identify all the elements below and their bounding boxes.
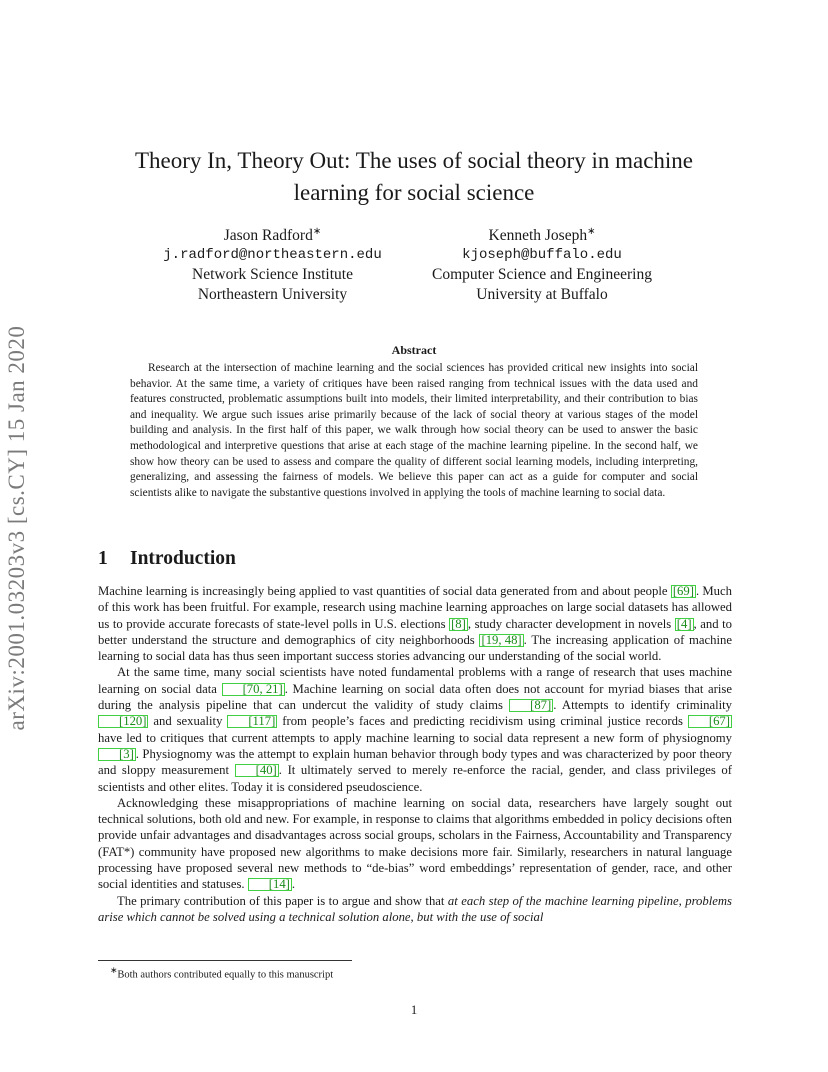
body-text [98,583,732,925]
section-heading [98,548,236,570]
author-block-1 [150,222,395,304]
page-number: 1 [410,1003,418,1017]
citation-link[interactable]: [40] [235,764,279,777]
citation-link[interactable]: [69] [672,584,694,598]
citation-link[interactable]: [4] [676,616,692,631]
citation-link[interactable]: [87] [509,699,553,712]
author-affiliation: Network Science Institute [192,266,353,284]
author-name: Kenneth Joseph∗ [488,226,596,245]
author-email[interactable]: kjoseph@buffalo.edu [462,246,622,263]
footnote: ∗Both authors contributed equally to this manuscript [110,965,334,981]
author-email[interactable]: j.radford@northeastern.edu [163,246,382,263]
citation-link[interactable]: [67] [688,715,732,728]
emphasis-text: at each step of the machine learning pipeline, problems arise which cannot be solved using a technical solution alone, but with the use of social [98,893,732,924]
citation-link[interactable]: [8] [451,616,466,631]
body-paragraph: Machine learning is increasingly being applied to vast quantities of social data generated from and about people [69] . Much of this work has been fruitful. For example, research using machine learning approaches on large social datasets has allowed us to provide accurate forecasts of state-level polls in U.S. elections [8] , study character development in novels [4] , and to better understand the structure and demographics of city neighborhoods [19, 48] . The increasing application of machine learning to social data has thus seen important success stories advancing our understanding of the social world. [98,584,733,664]
body-paragraph: Acknowledging these misappropriations of machine learning on social data, researchers have largely sought out technical solutions, both old and new. For example, in response to claims that algorithms embedded in policy decisions often provide unfair advantages and disadvantages across social groups, scholars in the Fairness, Accountability and Transparency (FAT*) community have proposed new algorithms to make decisions more fair. Similarly, researchers in natural language processing have proposed several new methods to “de-bias” word embeddings’ representation of gender, race, and other social identities and statuses. [14] . [98,795,732,892]
section-title: Introduction [130,548,236,569]
citation-link[interactable]: [14] [248,878,292,891]
author-name: Jason Radford∗ [223,226,322,245]
paper-title: Theory In, Theory Out: The uses of social theory in machine learning for social science [134,148,694,205]
arxiv-id: arXiv:2001.03203v3 [cs.CY] 15 Jan 2020 [4,325,29,731]
citation-link[interactable]: [70, 21] [222,683,285,696]
author-institution: University at Buffalo [476,285,608,303]
citation-link[interactable]: [3] [98,748,136,761]
abstract-heading: Abstract [391,343,437,357]
citation-link[interactable]: [19, 48] [481,632,522,647]
citation-link[interactable]: [120] [98,715,148,728]
body-paragraph: At the same time, many social scientists have noted fundamental problems with a range of research that uses machine learning on social data [70, 21] . Machine learning on social data often does not account for myriad biases that arise during the analysis pipeline that can undercut the validity of study claims [87] . Attempts to identify criminality [120] and sexuality [117] from people’s faces and predicting recidivism using criminal justice records [67] have led to critiques that current attempts to apply machine learning to social data represent a new form of physiognomy [3] . Physiognomy was the attempt to explain human behavior through body types and was characterized by poor theory and sloppy measurement [40] . It ultimately served to merely re-enforce the racial, gender, and class privileges of scientists and other elites. Today it is considered pseudoscience. [98,665,733,794]
citation-link[interactable]: [117] [227,715,277,728]
section-number: 1 [98,548,108,569]
abstract-text: Research at the intersection of machine learning and the social sciences has provided critical new insights into social behavior. At the same time, a variety of critiques have been raised ranging from technical issues with the data used and features constructed, problematic assumptions built into models, their limited interpretability, and their contribution to bias and inequality. We argue such issues arise primarily because of the lack of social theory at various stages of the model building and analysis. In the first half of this paper, we walk through how social theory can be used to answer the basic methodological and interpretive questions that arise at each stage of the machine learning pipeline. In the second half, we show how theory can be used to assess and compare the quality of different social learning models, including interpreting, generalizing, and assessing the fairness of models. We believe this paper can act as a guide for computer and social scientists alike to navigate the substantive questions involved in applying the tools of machine learning to social data. [130,362,698,499]
body-paragraph: The primary contribution of this paper is to argue and show that at each step of the machine learning pipeline, problems arise which cannot be solved using a technical solution alone, but with the use of social [98,893,732,924]
author-institution: Northeastern University [197,285,348,303]
author-block-2 [417,222,667,304]
footnote-rule [98,960,352,961]
author-affiliation: Computer Science and Engineering [432,266,652,284]
